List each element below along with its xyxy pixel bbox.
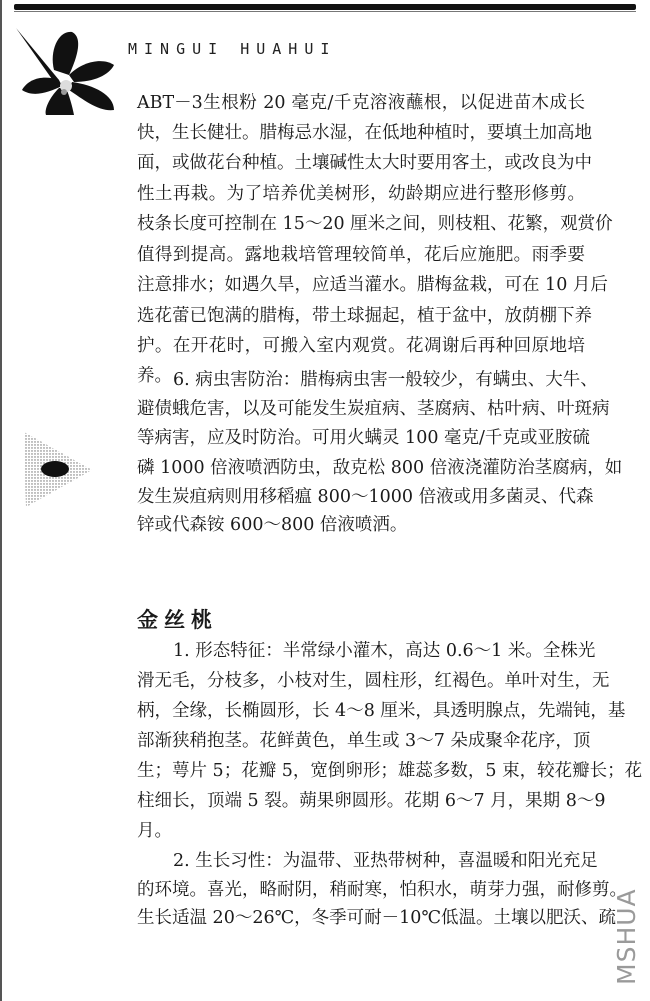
text-line: 护。在开花时，可搬入室内观赏。花凋谢后再种回原地培	[137, 336, 585, 356]
section-title: 金丝桃	[137, 608, 218, 632]
text-line: 性土再栽。为了培养优美树形，幼龄期应进行整形修剪。	[137, 184, 585, 204]
text-line: 面，或做花台种植。土壤碱性太大时要用客土，或改良为中	[137, 153, 592, 173]
text-line: 部渐狭稍抱茎。花鲜黄色，单生或 3～7 朵成聚伞花序，顶	[137, 731, 591, 751]
running-head: MINGUI HUAHUI	[128, 40, 337, 58]
header-rule-thin	[14, 11, 636, 12]
text-line: 等病害，应及时防治。可用火螨灵 100 毫克/千克或亚胺硫	[137, 428, 590, 448]
text-line: 月。	[137, 821, 172, 841]
text-line: 2. 生长习性：为温带、亚热带树种，喜温暖和阳光充足	[173, 851, 598, 871]
text-line: 柱细长，顶端 5 裂。蒴果卵圆形。花期 6～7 月，果期 8～9	[137, 791, 606, 811]
text-line: 避债蛾危害，以及可能发生炭疽病、茎腐病、枯叶病、叶斑病	[137, 399, 610, 419]
text-line: 锌或代森铵 600～800 倍液喷洒。	[137, 515, 408, 535]
scan-smudge	[22, 432, 92, 507]
text-line: 1. 形态特征：半常绿小灌木，高达 0.6～1 米。全株光	[173, 641, 596, 661]
text-line: 滑无毛，分枝多，小枝对生，圆柱形，红褐色。单叶对生，无	[137, 671, 610, 691]
orchid-flower-icon	[14, 20, 134, 115]
text-line: ABT－3生根粉 20 毫克/千克溶液蘸根，以促进苗木成长	[137, 93, 585, 113]
text-line: 的环境。喜光，略耐阴，稍耐寒，怕积水，萌芽力强，耐修剪。	[137, 880, 627, 900]
text-line: 柄，全缘，长椭圆形，长 4～8 厘米，具透明腺点，先端钝，基	[137, 701, 626, 721]
text-line: 值得到提高。露地栽培管理较简单，花后应施肥。雨季要	[137, 245, 585, 265]
text-line: 养。	[137, 366, 172, 386]
text-line: 6. 病虫害防治：腊梅病虫害一般较少，有螨虫、大牛、	[173, 370, 598, 390]
text-line: 生；萼片 5；花瓣 5，宽倒卵形；雄蕊多数，5 束，较花瓣长；花	[137, 761, 643, 781]
watermark: MSHUA	[612, 888, 641, 985]
header-rule	[14, 4, 636, 10]
text-line: 磷 1000 倍液喷洒防虫，敌克松 800 倍液浇灌防治茎腐病，如	[137, 458, 623, 478]
text-line: 枝条长度可控制在 15～20 厘米之间，则枝粗、花繁，观赏价	[137, 214, 613, 234]
text-line: 发生炭疽病则用移稻瘟 800～1000 倍液或用多菌灵、代森	[137, 487, 594, 507]
text-line: 选花蕾已饱满的腊梅，带土球掘起，植于盆中，放荫棚下养	[137, 306, 592, 326]
text-line: 生长适温 20～26℃，冬季可耐－10℃低温。土壤以肥沃、疏	[137, 908, 617, 928]
text-line: 快，生长健壮。腊梅忌水湿，在低地种植时，要填土加高地	[137, 123, 592, 143]
text-line: 注意排水；如遇久旱，应适当灌水。腊梅盆栽，可在 10 月后	[137, 275, 608, 295]
page-edge	[0, 0, 2, 1001]
